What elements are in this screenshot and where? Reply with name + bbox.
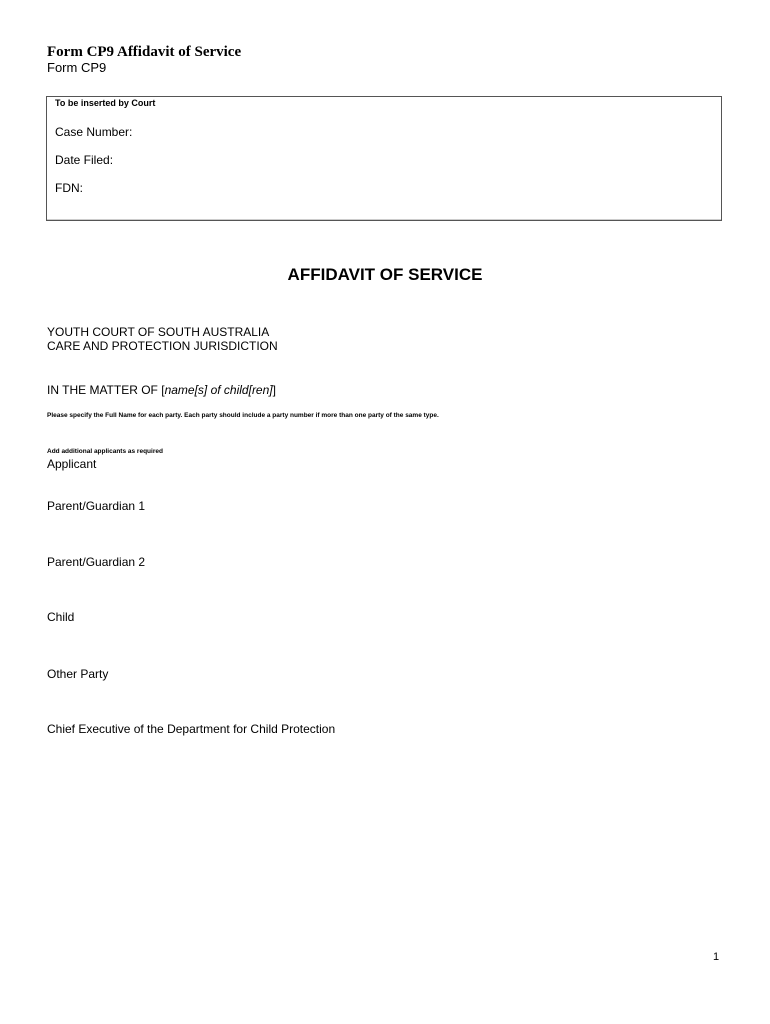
additional-applicants-note: Add additional applicants as required: [47, 448, 163, 455]
court-use-heading: To be inserted by Court: [55, 98, 156, 108]
matter-line: [47, 383, 276, 397]
party-other[interactable]: Other Party: [47, 667, 109, 681]
party-child[interactable]: Child: [47, 610, 75, 624]
court-name-line-2: CARE AND PROTECTION JURISDICTION: [47, 339, 278, 353]
case-number-field[interactable]: Case Number:: [55, 125, 133, 139]
child-names-field[interactable]: name[s] of child[ren]: [164, 383, 273, 397]
full-name-instruction: Please specify the Full Name for each party. Each party should include a party number if more than one party of the same type.: [47, 412, 439, 419]
affidavit-heading: AFFIDAVIT OF SERVICE: [287, 265, 483, 284]
party-applicant[interactable]: Applicant: [47, 457, 97, 471]
date-filed-field[interactable]: Date Filed:: [55, 153, 114, 167]
party-parent-guardian-1[interactable]: Parent/Guardian 1: [47, 499, 146, 513]
matter-suffix: ]: [272, 383, 276, 397]
court-use-box: [46, 96, 722, 221]
document-subtitle: Form CP9: [47, 60, 107, 75]
fdn-field[interactable]: FDN:: [55, 181, 83, 195]
court-box-bottom-rule: [47, 219, 721, 220]
matter-prefix: IN THE MATTER OF [: [47, 383, 165, 397]
party-chief-executive[interactable]: Chief Executive of the Department for Child Protection: [47, 722, 336, 736]
party-parent-guardian-2[interactable]: Parent/Guardian 2: [47, 555, 146, 569]
document-title: Form CP9 Affidavit of Service: [47, 44, 242, 60]
page-number: 1: [713, 951, 720, 963]
court-name-line-1: YOUTH COURT OF SOUTH AUSTRALIA: [47, 325, 270, 339]
